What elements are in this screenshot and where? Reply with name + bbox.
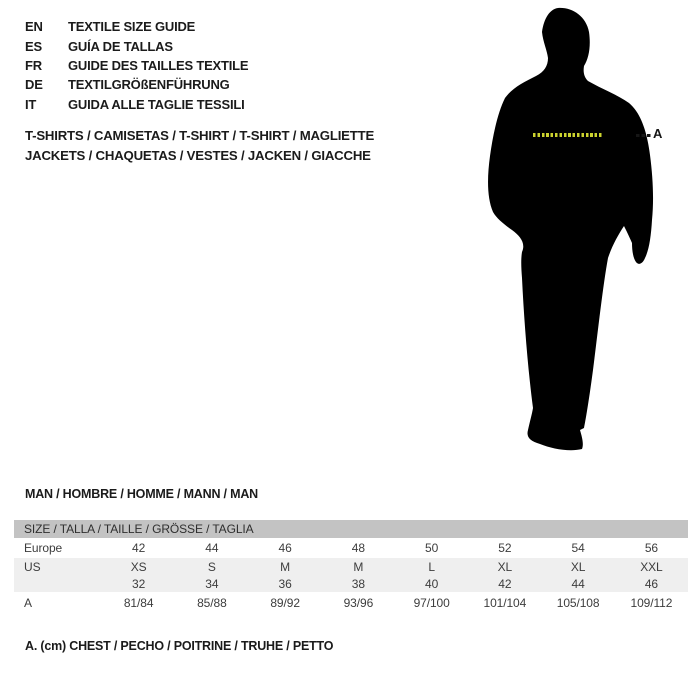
table-cell: 81/84 bbox=[123, 596, 154, 610]
table-cell: 109/112 bbox=[630, 596, 673, 610]
guide-title: GUIDE DES TAILLES TEXTILE bbox=[68, 57, 249, 73]
category-tshirts: T-SHIRTS / CAMISETAS / T-SHIRT / T-SHIRT / MAGLIETTE bbox=[25, 128, 375, 143]
table-cell: XXL bbox=[615, 558, 688, 575]
table-cell: 85/88 bbox=[197, 596, 227, 610]
table-row bbox=[14, 575, 688, 592]
table-cell: 44 bbox=[542, 575, 615, 592]
language-code: IT bbox=[25, 96, 37, 112]
table-cell: 32 bbox=[102, 575, 175, 592]
guide-title: GUÍA DE TALLAS bbox=[68, 38, 173, 54]
table-cell: 42 bbox=[468, 575, 541, 592]
table-cell: M bbox=[322, 558, 395, 575]
table-cell: XL bbox=[468, 558, 541, 575]
guide-title: GUIDA ALLE TAGLIE TESSILI bbox=[68, 96, 245, 112]
table-cell: 34 bbox=[175, 575, 248, 592]
table-row bbox=[14, 592, 688, 614]
table-cell: 93/96 bbox=[343, 596, 374, 610]
language-code: EN bbox=[25, 19, 43, 35]
table-cell: S bbox=[175, 558, 248, 575]
table-cell: 50 bbox=[425, 541, 439, 555]
category-jackets: JACKETS / CHAQUETAS / VESTES / JACKEN / GIACCHE bbox=[25, 147, 371, 163]
list-item bbox=[25, 36, 248, 55]
measurement-label-a: A bbox=[653, 126, 663, 141]
table-cell: 44 bbox=[205, 541, 219, 555]
table-header-label: SIZE / TALLA / TAILLE / GRÖSSE / TAGLIA bbox=[14, 520, 688, 538]
section-title-man: MAN / HOMBRE / HOMME / MANN / MAN bbox=[25, 487, 258, 501]
chest-measure-dotted-line bbox=[533, 133, 603, 137]
table-cell: XL bbox=[542, 558, 615, 575]
guide-title: TEXTILGRÖßENFÜHRUNG bbox=[68, 77, 230, 93]
table-cell: 46 bbox=[615, 575, 688, 592]
table-cell: M bbox=[249, 558, 322, 575]
row-label: Europe bbox=[24, 541, 63, 555]
table-cell: 48 bbox=[351, 541, 365, 555]
measure-leader-dashes-icon bbox=[636, 134, 652, 137]
row-label: US bbox=[14, 558, 102, 575]
list-item bbox=[25, 75, 248, 94]
guide-title: TEXTILE SIZE GUIDE bbox=[68, 19, 196, 35]
list-item bbox=[25, 17, 248, 36]
table-cell: 38 bbox=[322, 575, 395, 592]
table-cell: 46 bbox=[278, 541, 292, 555]
table-cell: 89/92 bbox=[270, 596, 300, 610]
table-cell: 97/100 bbox=[413, 596, 450, 610]
row-label: A bbox=[24, 596, 32, 610]
table-cell: 36 bbox=[249, 575, 322, 592]
list-item bbox=[25, 95, 248, 114]
table-cell: XS bbox=[102, 558, 175, 575]
table-row bbox=[14, 558, 688, 575]
table-cell: 40 bbox=[395, 575, 468, 592]
product-categories bbox=[25, 126, 374, 165]
row-label bbox=[14, 575, 102, 592]
table-cell: 54 bbox=[571, 541, 585, 555]
language-code: FR bbox=[25, 57, 42, 73]
table-cell: 101/104 bbox=[483, 596, 527, 610]
table-header-row bbox=[14, 520, 688, 538]
table-cell: 105/108 bbox=[556, 596, 600, 610]
table-cell: 42 bbox=[132, 541, 146, 555]
man-silhouette-path bbox=[488, 8, 653, 450]
measurement-footnote: A. (cm) CHEST / PECHO / POITRINE / TRUHE / PETTO bbox=[25, 639, 334, 653]
size-table bbox=[14, 520, 688, 614]
list-item bbox=[25, 56, 248, 75]
table-row bbox=[14, 538, 688, 558]
table-cell: 56 bbox=[644, 541, 658, 555]
language-code: DE bbox=[25, 77, 43, 93]
table-cell: 52 bbox=[498, 541, 512, 555]
language-title-list bbox=[25, 17, 248, 114]
table-cell: L bbox=[395, 558, 468, 575]
language-code: ES bbox=[25, 38, 42, 54]
